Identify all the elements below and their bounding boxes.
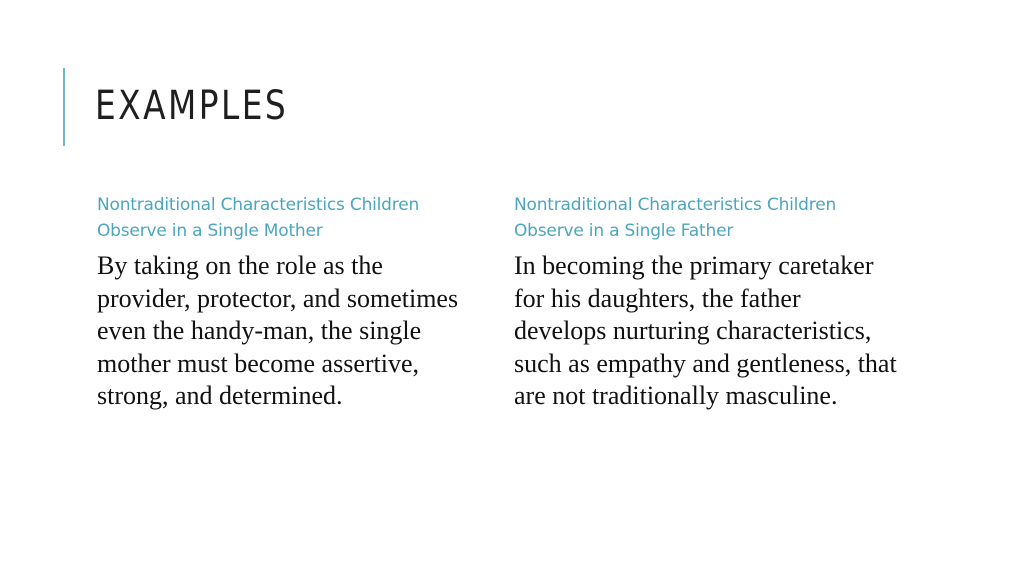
title-accent-bar xyxy=(63,68,65,146)
left-column xyxy=(97,192,482,413)
slide-title: EXAMPLES xyxy=(95,83,289,129)
right-column-body: In becoming the primary caretaker for his daughters, the father develops nurturing characteristics, such as empathy and gentleness, that are not traditionally masculine. xyxy=(514,251,897,410)
right-column-heading: Nontraditional Characteristics Children Observe in a Single Father xyxy=(514,195,837,241)
right-column xyxy=(514,192,899,413)
left-column-body: By taking on the role as the provider, protector, and sometimes even the handy-man, the single mother must become assertive, strong, and determined. xyxy=(97,251,459,410)
left-column-heading: Nontraditional Characteristics Children Observe in a Single Mother xyxy=(97,195,420,241)
